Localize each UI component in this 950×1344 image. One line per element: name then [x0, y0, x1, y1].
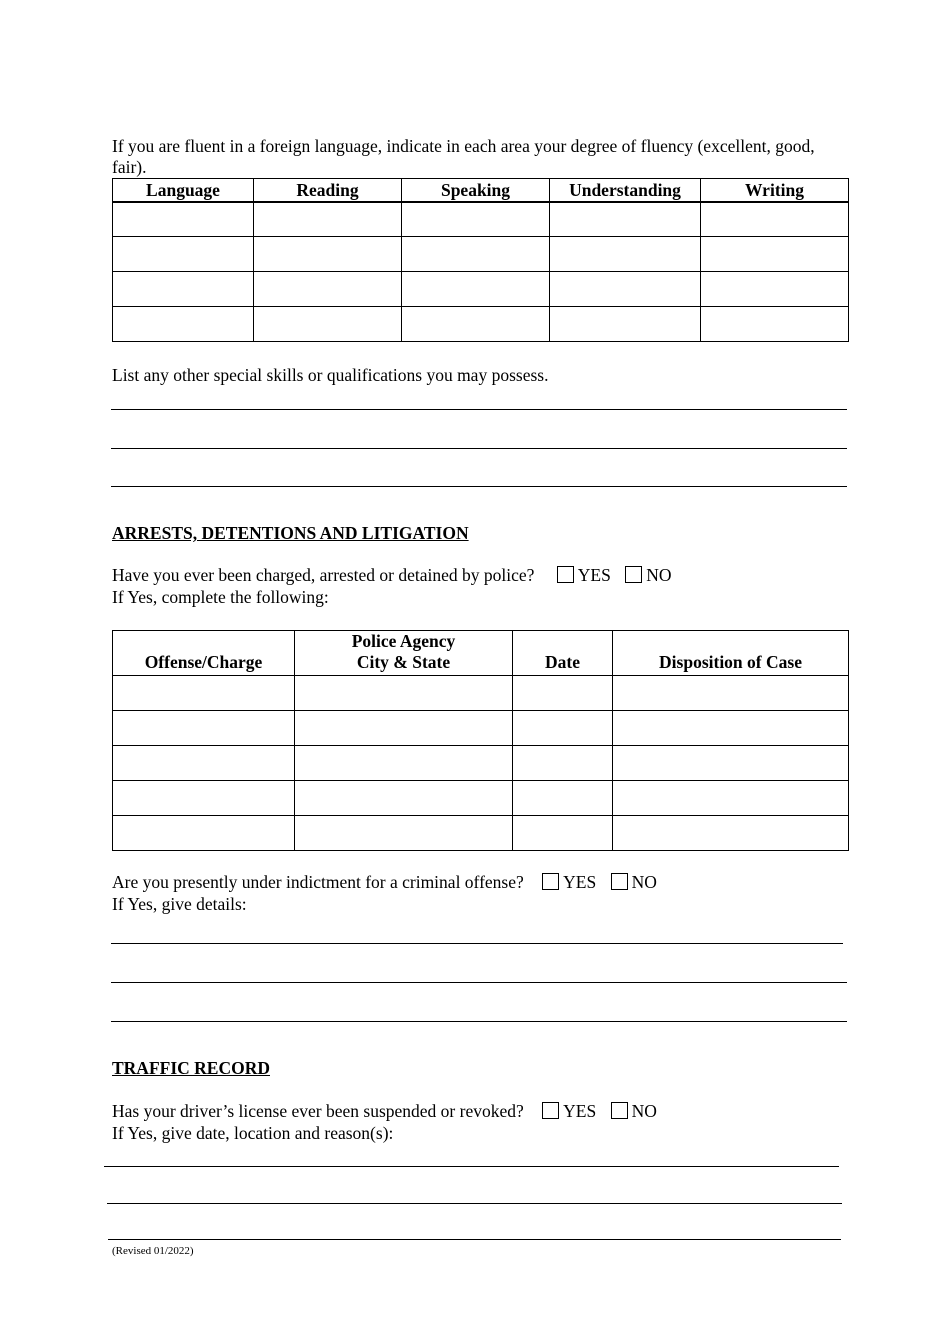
col-police-agency-line2: City & State: [356, 652, 451, 672]
speaking-cell[interactable]: [402, 237, 550, 272]
understanding-cell[interactable]: [550, 202, 701, 237]
indictment-no-label: NO: [631, 872, 657, 892]
writing-cell[interactable]: [701, 307, 849, 342]
disposition-cell[interactable]: [613, 676, 849, 711]
arrests-yes-label: YES: [577, 565, 611, 585]
understanding-cell[interactable]: [550, 307, 701, 342]
traffic-yes-option[interactable]: [542, 1101, 596, 1121]
offense-cell[interactable]: [113, 781, 295, 816]
col-writing: Writing: [701, 179, 849, 202]
revision-note: (Revised 01/2022): [112, 1245, 194, 1257]
traffic-line-2[interactable]: [107, 1203, 842, 1204]
traffic-yes-checkbox[interactable]: [542, 1102, 559, 1119]
arrests-no-label: NO: [646, 565, 672, 585]
understanding-cell[interactable]: [550, 272, 701, 307]
traffic-question-row: [112, 1101, 657, 1122]
table-row: [113, 816, 849, 851]
language-fluency-table: [112, 178, 849, 342]
date-cell[interactable]: [513, 816, 613, 851]
skills-prompt: List any other special skills or qualifications you may possess.: [112, 365, 549, 385]
writing-cell[interactable]: [701, 272, 849, 307]
indictment-yes-option[interactable]: [542, 872, 596, 892]
col-police-agency: [295, 631, 513, 676]
traffic-line-3[interactable]: [108, 1239, 841, 1240]
language-cell[interactable]: [113, 272, 254, 307]
table-row: [113, 307, 849, 342]
indictment-line-2[interactable]: [111, 982, 847, 983]
writing-cell[interactable]: [701, 237, 849, 272]
offense-cell[interactable]: [113, 816, 295, 851]
col-language: Language: [113, 179, 254, 202]
reading-cell[interactable]: [254, 202, 402, 237]
speaking-cell[interactable]: [402, 272, 550, 307]
arrests-no-option[interactable]: [625, 565, 671, 585]
col-disposition: Disposition of Case: [613, 631, 849, 676]
col-date: Date: [513, 631, 613, 676]
agency-cell[interactable]: [295, 781, 513, 816]
language-cell[interactable]: [113, 307, 254, 342]
reading-cell[interactable]: [254, 237, 402, 272]
date-cell[interactable]: [513, 711, 613, 746]
offense-cell[interactable]: [113, 746, 295, 781]
traffic-yes-label: YES: [563, 1101, 597, 1121]
arrests-heading: ARRESTS, DETENTIONS AND LITIGATION: [112, 523, 469, 543]
skills-line-1[interactable]: [111, 409, 847, 410]
table-row: [113, 202, 849, 237]
disposition-cell[interactable]: [613, 746, 849, 781]
traffic-no-checkbox[interactable]: [611, 1102, 628, 1119]
skills-line-3[interactable]: [111, 486, 847, 487]
col-speaking: Speaking: [402, 179, 550, 202]
traffic-line-1[interactable]: [104, 1166, 839, 1167]
arrests-question: Have you ever been charged, arrested or detained by police?: [112, 565, 535, 585]
table-row: [113, 746, 849, 781]
traffic-no-label: NO: [631, 1101, 657, 1121]
skills-line-2[interactable]: [111, 448, 847, 449]
col-reading: Reading: [254, 179, 402, 202]
language-cell[interactable]: [113, 237, 254, 272]
date-cell[interactable]: [513, 676, 613, 711]
table-row: [113, 676, 849, 711]
traffic-no-option[interactable]: [611, 1101, 657, 1121]
agency-cell[interactable]: [295, 816, 513, 851]
col-police-agency-line1: Police Agency: [351, 631, 456, 651]
indictment-question-row: [112, 872, 657, 893]
date-cell[interactable]: [513, 781, 613, 816]
table-row: [113, 711, 849, 746]
writing-cell[interactable]: [701, 202, 849, 237]
arrests-yes-option[interactable]: [557, 565, 611, 585]
understanding-cell[interactable]: [550, 237, 701, 272]
indictment-line-1[interactable]: [111, 943, 843, 944]
agency-cell[interactable]: [295, 711, 513, 746]
disposition-cell[interactable]: [613, 711, 849, 746]
reading-cell[interactable]: [254, 307, 402, 342]
indictment-line-3[interactable]: [111, 1021, 847, 1022]
language-intro-line2: fair).: [112, 157, 147, 177]
table-row: [113, 237, 849, 272]
disposition-cell[interactable]: [613, 816, 849, 851]
indictment-question: Are you presently under indictment for a criminal offense?: [112, 872, 524, 892]
indictment-yes-checkbox[interactable]: [542, 873, 559, 890]
traffic-question: Has your driver’s license ever been suspended or revoked?: [112, 1101, 524, 1121]
offense-cell[interactable]: [113, 676, 295, 711]
arrests-followup: If Yes, complete the following:: [112, 587, 329, 607]
indictment-no-option[interactable]: [611, 872, 657, 892]
offense-cell[interactable]: [113, 711, 295, 746]
arrests-table: [112, 630, 849, 851]
arrests-question-row: [112, 565, 672, 586]
reading-cell[interactable]: [254, 272, 402, 307]
arrests-no-checkbox[interactable]: [625, 566, 642, 583]
language-intro-line1: If you are fluent in a foreign language, indicate in each area your degree of fluency (excellent, good,: [112, 136, 815, 156]
table-row: [113, 272, 849, 307]
agency-cell[interactable]: [295, 676, 513, 711]
table-row: [113, 781, 849, 816]
indictment-followup: If Yes, give details:: [112, 894, 247, 914]
date-cell[interactable]: [513, 746, 613, 781]
agency-cell[interactable]: [295, 746, 513, 781]
traffic-heading: TRAFFIC RECORD: [112, 1058, 270, 1078]
indictment-yes-label: YES: [563, 872, 597, 892]
language-cell[interactable]: [113, 202, 254, 237]
traffic-followup: If Yes, give date, location and reason(s):: [112, 1123, 394, 1143]
speaking-cell[interactable]: [402, 202, 550, 237]
arrests-yes-checkbox[interactable]: [557, 566, 574, 583]
disposition-cell[interactable]: [613, 781, 849, 816]
col-understanding: Understanding: [550, 179, 701, 202]
indictment-no-checkbox[interactable]: [611, 873, 628, 890]
col-offense-charge: Offense/Charge: [113, 631, 295, 676]
speaking-cell[interactable]: [402, 307, 550, 342]
